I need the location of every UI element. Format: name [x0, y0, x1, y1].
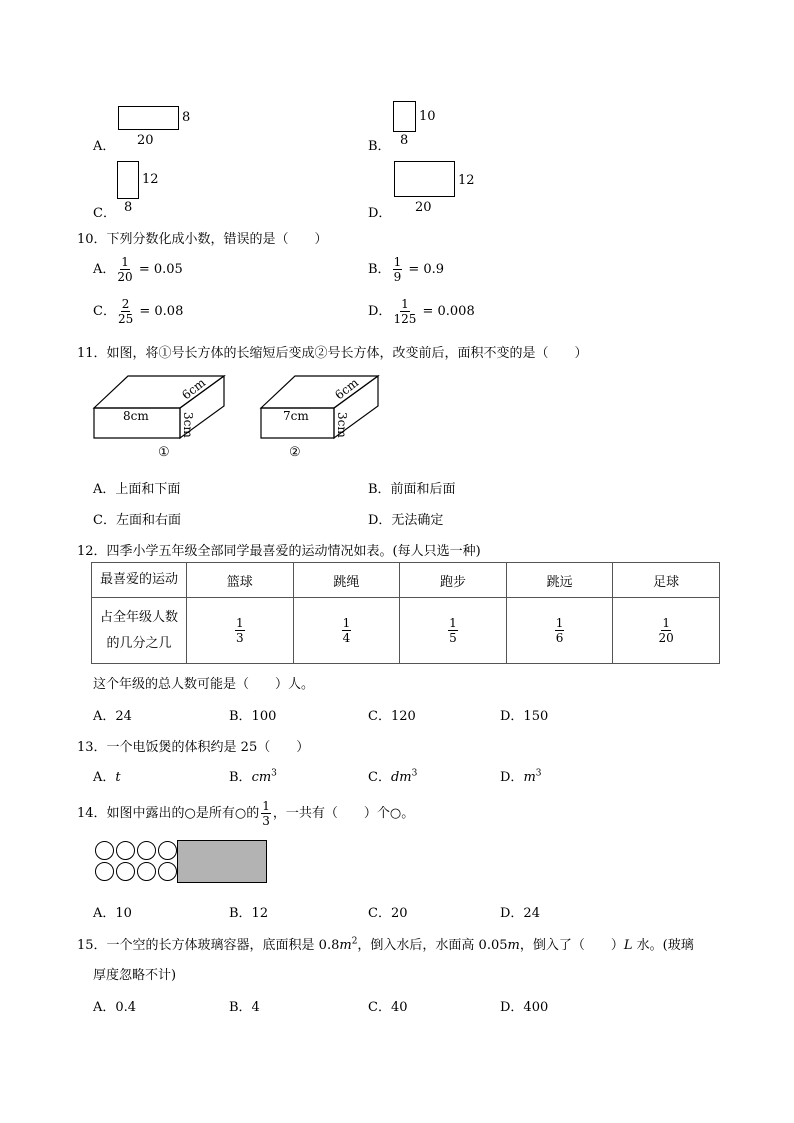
- q14-option-b[interactable]: B．12: [229, 906, 269, 921]
- option-letter: C．: [93, 206, 116, 221]
- circle-shape: [95, 841, 114, 860]
- box2-height-label: 3cm: [335, 412, 349, 438]
- table-cell: [400, 598, 507, 664]
- stem-part: ，一共有（ ）个○。: [272, 806, 415, 821]
- sports-table: [91, 562, 720, 664]
- q15-stem-line1: 15．一个空的长方体玻璃容器，底面积是 $0.8m^2$，倒入水后，水面高 0.05m，倒入了（ ）L 水。(玻璃: [77, 936, 694, 953]
- option-letter: D．: [368, 206, 392, 221]
- option-result: = 0.008: [422, 304, 475, 319]
- table-row-label: [92, 598, 187, 664]
- table-header-cell: 跑步: [400, 563, 507, 598]
- q11-option-b[interactable]: B．前面和后面: [368, 482, 456, 497]
- table-row: [92, 563, 720, 598]
- cuboid-figures: [90, 370, 390, 465]
- table-cell: [506, 598, 613, 664]
- table-header-label: 最喜爱的运动: [92, 563, 187, 598]
- q11-option-d[interactable]: D．无法确定: [368, 513, 444, 528]
- q13-option-d[interactable]: [500, 766, 542, 785]
- unit-exponent: 3: [271, 768, 277, 779]
- option-letter: A．: [93, 262, 116, 277]
- option-result: = 0.05: [138, 262, 183, 277]
- q12-option-c[interactable]: C．120: [368, 709, 416, 724]
- unit: cm: [251, 770, 272, 785]
- q11-stem: 11．如图，将①号长方体的长缩短后变成②号长方体，改变前后，面积不变的是（ ）: [77, 346, 588, 361]
- table-cell: [187, 598, 294, 664]
- q10-option-a[interactable]: [93, 256, 183, 283]
- unit: dm: [390, 770, 412, 785]
- q15-option-c[interactable]: C．40: [368, 1000, 408, 1015]
- q15-option-b[interactable]: B．4: [229, 1000, 260, 1015]
- box1-length-label: 8cm: [123, 409, 149, 423]
- fraction: $\frac{1}{4}$: [342, 616, 351, 645]
- rect-width-label: 8: [400, 133, 409, 148]
- fraction: $\frac{1}{5}$: [449, 616, 457, 645]
- q13-option-b[interactable]: [229, 766, 277, 785]
- q15-option-d[interactable]: D．400: [500, 1000, 549, 1015]
- circle-shape: [158, 862, 177, 881]
- circle-shape: [137, 841, 156, 860]
- table-header-cell: 足球: [613, 563, 720, 598]
- table-row: [92, 598, 720, 664]
- q10-stem: 10．下列分数化成小数，错误的是（ ）: [77, 232, 328, 247]
- q15-option-a[interactable]: A．0.4: [93, 1000, 137, 1015]
- q14-option-a[interactable]: A．10: [93, 906, 132, 921]
- box1-width-label: 6cm: [179, 375, 209, 403]
- option-letter: A．: [93, 770, 116, 785]
- unit-exponent: 3: [411, 768, 418, 779]
- q12-question: 这个年级的总人数可能是（ ）人。: [93, 677, 315, 692]
- q12-stem: 12．四季小学五年级全部同学最喜爱的运动情况如表。(每人只选一种): [77, 544, 481, 559]
- rectangle-figure: [118, 106, 179, 130]
- rect-height-label: 10: [419, 109, 436, 124]
- option-letter: B．: [229, 770, 252, 785]
- rect-height-label: 12: [458, 173, 475, 188]
- q14-option-c[interactable]: C．20: [368, 906, 408, 921]
- rectangle-figure: [394, 161, 455, 197]
- option-letter: B．: [368, 262, 391, 277]
- circle-shape: [116, 841, 135, 860]
- rectangle-figure: [393, 101, 416, 132]
- q14-stem: [77, 800, 414, 827]
- rect-width-label: 20: [415, 200, 432, 215]
- circle-shape: [158, 841, 177, 860]
- fraction: $\frac{1}{3}$: [235, 616, 244, 645]
- box2-number: ②: [289, 445, 301, 460]
- fraction: $\frac{1}{3}$: [262, 799, 270, 828]
- option-letter: D．: [500, 770, 524, 785]
- option-letter: A．: [93, 139, 116, 154]
- box2-length-label: 7cm: [283, 409, 309, 423]
- q14-option-d[interactable]: D．24: [500, 906, 540, 921]
- fraction: $\frac{1}{125}$: [393, 297, 417, 326]
- option-letter: B．: [368, 139, 391, 154]
- rect-width-label: 8: [124, 200, 133, 215]
- rectangle-figure: [117, 161, 139, 199]
- unit: t: [115, 770, 121, 785]
- row-label-line-1: 占全年级人数: [99, 609, 178, 625]
- q15-stem-line2: 厚度忽略不计): [93, 968, 177, 983]
- q10-option-b[interactable]: [368, 256, 444, 283]
- q10-option-d[interactable]: [368, 298, 475, 325]
- fraction: $\frac{1}{20}$: [658, 616, 674, 645]
- fraction: $\frac{2}{25}$: [117, 297, 134, 326]
- table-header-cell: 跳绳: [293, 563, 400, 598]
- q10-option-c[interactable]: [93, 298, 183, 325]
- unit-exponent: 3: [535, 768, 542, 779]
- q11-option-c[interactable]: C．左面和右面: [93, 513, 181, 528]
- circle-shape: [116, 862, 135, 881]
- rect-height-label: 8: [182, 110, 191, 125]
- option-result: = 0.08: [139, 304, 184, 319]
- q12-option-b[interactable]: B．100: [229, 709, 277, 724]
- option-letter: D．: [368, 304, 392, 319]
- option-letter: C．: [368, 770, 391, 785]
- option-result: = 0.9: [408, 262, 445, 277]
- q13-stem: 13．一个电饭煲的体积约是 25（ ）: [77, 740, 310, 755]
- cuboid-2: [261, 376, 378, 438]
- q12-option-a[interactable]: A．24: [93, 709, 132, 724]
- option-letter: C．: [93, 304, 116, 319]
- table-cell: [293, 598, 400, 664]
- box1-number: ①: [158, 445, 170, 460]
- circle-shape: [137, 862, 156, 881]
- q11-option-a[interactable]: A．上面和下面: [93, 482, 181, 497]
- circle-shape: [95, 862, 114, 881]
- row-label-line-2: 的几分之几: [106, 635, 172, 651]
- fraction: $\frac{1}{20}$: [117, 255, 133, 284]
- table-header-cell: 篮球: [187, 563, 294, 598]
- table-cell: [613, 598, 720, 664]
- q13-option-c[interactable]: [368, 766, 417, 785]
- fraction: $\frac{1}{9}$: [393, 255, 402, 284]
- box1-height-label: 3cm: [181, 412, 195, 438]
- table-header-cell: 跳远: [506, 563, 613, 598]
- covering-rectangle: [177, 840, 267, 883]
- q13-option-a[interactable]: [93, 766, 121, 785]
- stem-part: 14．如图中露出的○是所有○的: [77, 806, 260, 821]
- box2-width-label: 6cm: [332, 375, 362, 403]
- unit: m: [523, 770, 536, 785]
- rect-height-label: 12: [142, 172, 159, 187]
- q12-option-d[interactable]: D．150: [500, 709, 549, 724]
- fraction: $\frac{1}{6}$: [555, 616, 564, 645]
- rect-width-label: 20: [137, 133, 154, 148]
